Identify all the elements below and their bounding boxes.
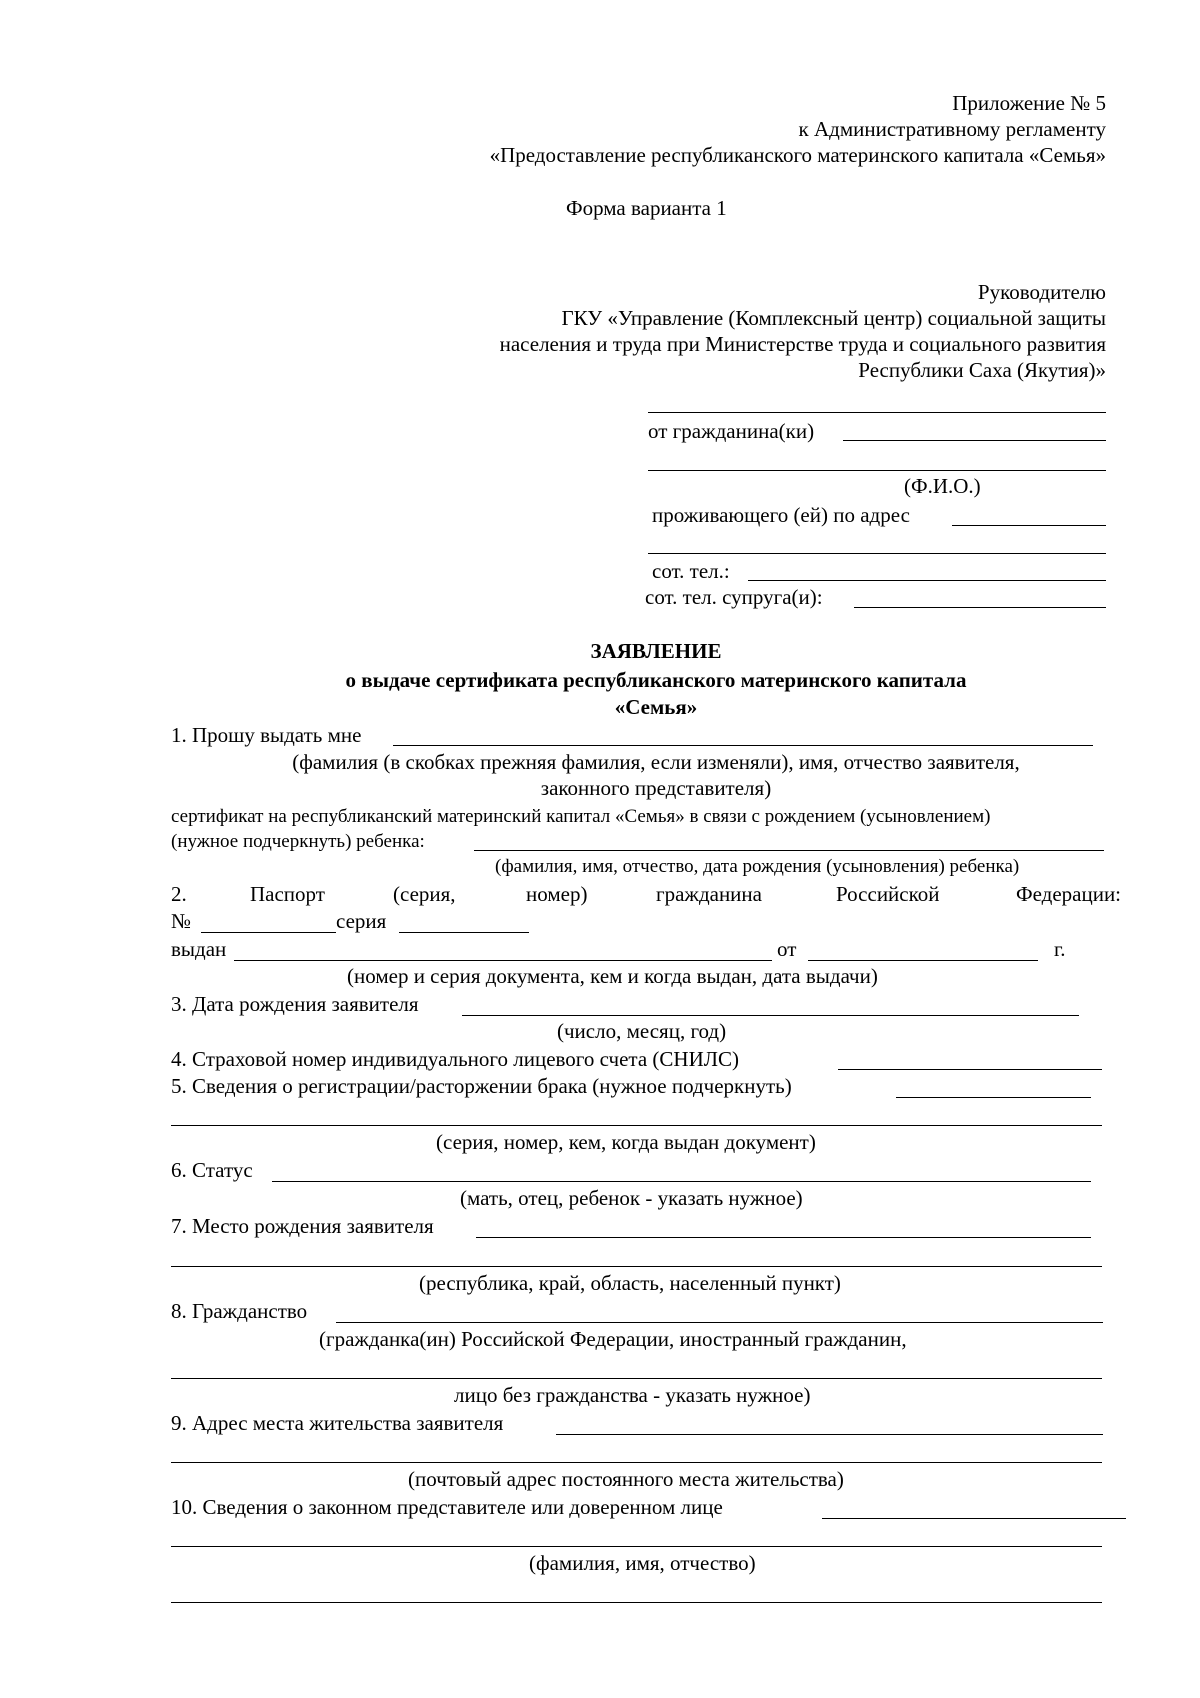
item-8-caption-b: лицо без гражданства - указать нужное) <box>454 1383 811 1407</box>
passport-number-field[interactable] <box>201 932 336 933</box>
item-2-word-7: Федерации: <box>1016 882 1122 906</box>
item-2-word-2: Паспорт <box>250 882 325 906</box>
item-7-caption: (республика, край, область, населенный пункт) <box>419 1271 841 1295</box>
citizenship-field[interactable] <box>336 1322 1103 1323</box>
representative-field-extra[interactable] <box>171 1602 1102 1603</box>
passport-year-label: г. <box>1054 937 1066 961</box>
spouse-phone-label: сот. тел. супруга(и): <box>645 585 823 609</box>
document-subtitle: о выдаче сертификата республиканского материнского капитала <box>345 668 967 692</box>
child-info-field[interactable] <box>474 850 1104 851</box>
birth-place-field-continued[interactable] <box>171 1266 1102 1267</box>
form-variant: Форма варианта 1 <box>566 196 727 220</box>
item-2-word-3: (серия, <box>393 882 456 906</box>
item-6-caption: (мать, отец, ребенок - указать нужное) <box>460 1186 803 1210</box>
item-1-caption-b: законного представителя) <box>540 776 772 800</box>
item-5-caption: (серия, номер, кем, когда выдан документ) <box>436 1130 816 1154</box>
applicant-name-field[interactable] <box>393 745 1093 746</box>
item-2-word-4: номер) <box>526 882 588 906</box>
phone-field[interactable] <box>748 580 1106 581</box>
document-title: ЗАЯВЛЕНИЕ <box>590 639 722 663</box>
document-subtitle-name: «Семья» <box>614 695 698 719</box>
addressee-line-3: населения и труда при Министерстве труда и социального развития <box>499 332 1106 356</box>
from-citizen-label: от гражданина(ки) <box>648 419 815 443</box>
from-citizen-field[interactable] <box>843 440 1106 441</box>
item-6-label: 6. Статус <box>171 1158 253 1182</box>
addressee-line-2: ГКУ «Управление (Комплексный центр) социальной защиты <box>561 306 1106 330</box>
birth-date-field[interactable] <box>462 1015 1079 1016</box>
address-field[interactable] <box>952 525 1106 526</box>
item-9-caption: (почтовый адрес постоянного места жительства) <box>408 1467 844 1491</box>
citizenship-field-continued[interactable] <box>171 1378 1102 1379</box>
passport-issued-label: выдан <box>171 937 227 961</box>
addressee-line-4: Республики Саха (Якутия)» <box>858 358 1106 382</box>
passport-date-from-label: от <box>777 937 797 961</box>
fio-caption: (Ф.И.О.) <box>904 474 981 498</box>
item-9-label: 9. Адрес места жительства заявителя <box>171 1411 504 1435</box>
passport-series-field[interactable] <box>399 932 529 933</box>
marriage-info-field-continued[interactable] <box>171 1125 1102 1126</box>
item-1-text-a: сертификат на республиканский материнский капитал «Семья» в связи с рождением (усыновлением) <box>171 806 991 827</box>
item-8-label: 8. Гражданство <box>171 1299 308 1323</box>
appendix-title: «Предоставление республиканского материнского капитала «Семья» <box>489 143 1106 167</box>
passport-issue-date-field[interactable] <box>808 960 1038 961</box>
applicant-blank-line[interactable] <box>648 412 1106 413</box>
passport-series-label: серия <box>336 909 387 933</box>
address-label: проживающего (ей) по адрес <box>652 503 910 527</box>
item-5-label: 5. Сведения о регистрации/расторжении брака (нужное подчеркнуть) <box>171 1074 792 1098</box>
item-1-text-b: (нужное подчеркнуть) ребенка: <box>171 831 425 852</box>
item-10-caption: (фамилия, имя, отчество) <box>529 1551 756 1575</box>
residence-address-field[interactable] <box>556 1434 1103 1435</box>
item-2-word-5: гражданина <box>656 882 762 906</box>
item-8-caption-a: (гражданка(ин) Российской Федерации, иностранный гражданин, <box>319 1327 907 1351</box>
item-10-label: 10. Сведения о законном представителе или доверенном лице <box>171 1495 723 1519</box>
addressee-line-1: Руководителю <box>977 280 1106 304</box>
passport-issued-field[interactable] <box>234 960 772 961</box>
passport-number-label: № <box>171 909 192 933</box>
status-field[interactable] <box>272 1181 1091 1182</box>
representative-field[interactable] <box>822 1518 1126 1519</box>
appendix-number: Приложение № 5 <box>952 91 1106 115</box>
item-1-child-caption: (фамилия, имя, отчество, дата рождения (усыновления) ребенка) <box>495 856 1020 877</box>
appendix-regulation: к Административному регламенту <box>798 117 1106 141</box>
representative-field-continued[interactable] <box>171 1546 1102 1547</box>
marriage-info-field[interactable] <box>896 1097 1091 1098</box>
phone-label: сот. тел.: <box>652 559 730 583</box>
item-2-word-6: Российской <box>836 882 940 906</box>
applicant-name-line[interactable] <box>648 470 1106 471</box>
item-3-label: 3. Дата рождения заявителя <box>171 992 419 1016</box>
item-4-label: 4. Страховой номер индивидуального лицевого счета (СНИЛС) <box>171 1047 739 1071</box>
snils-field[interactable] <box>838 1069 1102 1070</box>
residence-address-field-continued[interactable] <box>171 1462 1102 1463</box>
item-1-label: 1. Прошу выдать мне <box>171 723 362 747</box>
birth-place-field[interactable] <box>476 1237 1091 1238</box>
spouse-phone-field[interactable] <box>854 607 1106 608</box>
address-field-continued[interactable] <box>648 553 1106 554</box>
item-3-caption: (число, месяц, год) <box>557 1019 727 1043</box>
item-7-label: 7. Место рождения заявителя <box>171 1214 434 1238</box>
item-1-caption-a: (фамилия (в скобках прежняя фамилия, если изменяли), имя, отчество заявителя, <box>292 750 1020 774</box>
item-2-caption: (номер и серия документа, кем и когда выдан, дата выдачи) <box>347 964 878 988</box>
item-2-word-1: 2. <box>171 882 187 906</box>
